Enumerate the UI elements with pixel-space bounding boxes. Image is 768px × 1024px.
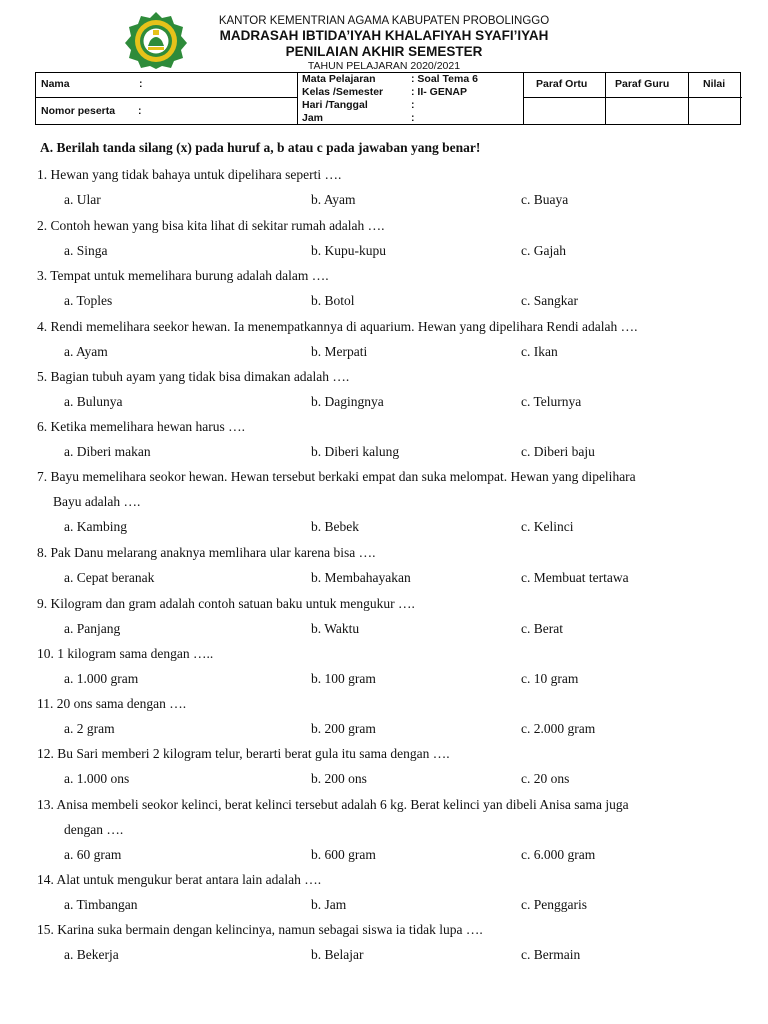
option-a[interactable]: a. Diberi makan: [64, 444, 151, 459]
table-divider: [523, 73, 524, 124]
option-c[interactable]: c. Membuat tertawa: [521, 570, 629, 585]
option-c[interactable]: c. Ikan: [521, 344, 558, 359]
option-a[interactable]: a. 1.000 gram: [64, 671, 139, 686]
option-b[interactable]: b. Botol: [311, 293, 355, 308]
option-a[interactable]: a. Bekerja: [64, 947, 119, 962]
question-13-continued: dengan ….: [64, 822, 124, 837]
paraf-guru-header: Paraf Guru: [615, 78, 670, 90]
question-11: 11. 20 ons sama dengan ….: [37, 696, 187, 711]
option-b[interactable]: b. Diberi kalung: [311, 444, 400, 459]
option-c[interactable]: c. 10 gram: [521, 671, 579, 686]
option-c[interactable]: c. Buaya: [521, 192, 569, 207]
option-a[interactable]: a. 2 gram: [64, 721, 115, 736]
question-9: 9. Kilogram dan gram adalah contoh satuan baku untuk mengukur ….: [37, 596, 415, 611]
option-a[interactable]: a. Ayam: [64, 344, 108, 359]
table-divider: [297, 73, 298, 124]
option-b[interactable]: b. Belajar: [311, 947, 364, 962]
exam-title: PENILAIAN AKHIR SEMESTER: [285, 44, 483, 59]
kelas-value: : II- GENAP: [411, 86, 468, 98]
nilai-header: Nilai: [703, 78, 726, 90]
question-12: 12. Bu Sari memberi 2 kilogram telur, berarti berat gula itu sama dengan ….: [37, 746, 450, 761]
office-title: KANTOR KEMENTRIAN AGAMA KABUPATEN PROBOLINGGO: [218, 15, 550, 27]
hari-value: :: [411, 99, 415, 111]
instruction-text: A. Berilah tanda silang (x) pada huruf a, b atau c pada jawaban yang benar!: [40, 140, 481, 155]
option-a[interactable]: a. Bulunya: [64, 394, 123, 409]
option-c[interactable]: c. Kelinci: [521, 519, 574, 534]
question-7: 7. Bayu memelihara seokor hewan. Hewan tersebut berkaki empat dan suka melompat. Hewan yang dipelihara: [37, 469, 636, 484]
option-a[interactable]: a. Kambing: [64, 519, 127, 534]
option-b[interactable]: b. 200 ons: [311, 771, 367, 786]
option-b[interactable]: b. Dagingnya: [311, 394, 384, 409]
option-a[interactable]: a. Ular: [64, 192, 101, 207]
table-divider: [36, 97, 297, 98]
question-1: 1. Hewan yang tidak bahaya untuk dipelihara seperti ….: [37, 167, 342, 182]
option-c[interactable]: c. 20 ons: [521, 771, 570, 786]
option-b[interactable]: b. Bebek: [311, 519, 359, 534]
paraf-ortu-header: Paraf Ortu: [536, 78, 588, 90]
question-6: 6. Ketika memelihara hewan harus ….: [37, 419, 246, 434]
option-c[interactable]: c. Bermain: [521, 947, 581, 962]
question-10: 10. 1 kilogram sama dengan …..: [37, 646, 214, 661]
identity-table: [35, 72, 741, 125]
question-8: 8. Pak Danu melarang anaknya memlihara ular karena bisa ….: [37, 545, 376, 560]
option-a[interactable]: a. 60 gram: [64, 847, 122, 862]
jam-label: Jam: [302, 112, 324, 124]
option-a[interactable]: a. Timbangan: [64, 897, 138, 912]
question-2: 2. Contoh hewan yang bisa kita lihat di sekitar rumah adalah ….: [37, 218, 385, 233]
school-year: TAHUN PELAJARAN 2020/2021: [307, 60, 461, 72]
option-b[interactable]: b. Jam: [311, 897, 347, 912]
nomor-peserta-label: Nomor peserta: [41, 105, 116, 117]
option-a[interactable]: a. Toples: [64, 293, 113, 308]
question-15: 15. Karina suka bermain dengan kelincinya, namun sebagai siswa ia tidak lupa ….: [37, 922, 483, 937]
option-b[interactable]: b. Membahayakan: [311, 570, 411, 585]
question-7-continued: Bayu adalah ….: [53, 494, 141, 509]
question-5: 5. Bagian tubuh ayam yang tidak bisa dimakan adalah ….: [37, 369, 350, 384]
school-name: MADRASAH IBTIDA’IYAH KHALAFIYAH SYAFI’IYAH: [219, 28, 549, 43]
option-a[interactable]: a. 1.000 ons: [64, 771, 130, 786]
question-14: 14. Alat untuk mengukur berat antara lain adalah ….: [37, 872, 322, 887]
option-c[interactable]: c. Berat: [521, 621, 563, 636]
option-b[interactable]: b. Waktu: [311, 621, 360, 636]
option-a[interactable]: a. Cepat beranak: [64, 570, 155, 585]
option-c[interactable]: c. Diberi baju: [521, 444, 595, 459]
option-a[interactable]: a. Panjang: [64, 621, 121, 636]
table-divider: [688, 73, 689, 124]
option-b[interactable]: b. 100 gram: [311, 671, 376, 686]
mapel-label: Mata Pelajaran: [302, 73, 376, 85]
nomor-peserta-colon: :: [138, 105, 142, 117]
option-b[interactable]: b. Merpati: [311, 344, 368, 359]
option-c[interactable]: c. Penggaris: [521, 897, 587, 912]
hari-label: Hari /Tanggal: [302, 99, 368, 111]
nama-colon: :: [139, 78, 143, 90]
option-c[interactable]: c. 6.000 gram: [521, 847, 596, 862]
option-c[interactable]: c. Telurnya: [521, 394, 582, 409]
option-b[interactable]: b. Ayam: [311, 192, 356, 207]
question-4: 4. Rendi memelihara seekor hewan. Ia menempatkannya di aquarium. Hewan yang dipelihara Rendi adalah ….: [37, 319, 638, 334]
kelas-label: Kelas /Semester: [302, 86, 384, 98]
table-divider: [523, 97, 742, 98]
table-divider: [605, 73, 606, 124]
option-b[interactable]: b. 600 gram: [311, 847, 376, 862]
option-c[interactable]: c. 2.000 gram: [521, 721, 596, 736]
question-3: 3. Tempat untuk memelihara burung adalah dalam ….: [37, 268, 329, 283]
option-c[interactable]: c. Gajah: [521, 243, 566, 258]
option-c[interactable]: c. Sangkar: [521, 293, 578, 308]
mapel-value: : Soal Tema 6: [411, 73, 478, 85]
question-13: 13. Anisa membeli seokor kelinci, berat kelinci tersebut adalah 6 kg. Berat kelinci yan dibeli Anisa sama juga: [37, 797, 629, 812]
jam-value: :: [411, 112, 415, 124]
option-a[interactable]: a. Singa: [64, 243, 108, 258]
option-b[interactable]: b. Kupu-kupu: [311, 243, 386, 258]
option-b[interactable]: b. 200 gram: [311, 721, 376, 736]
nama-label: Nama: [41, 78, 70, 90]
